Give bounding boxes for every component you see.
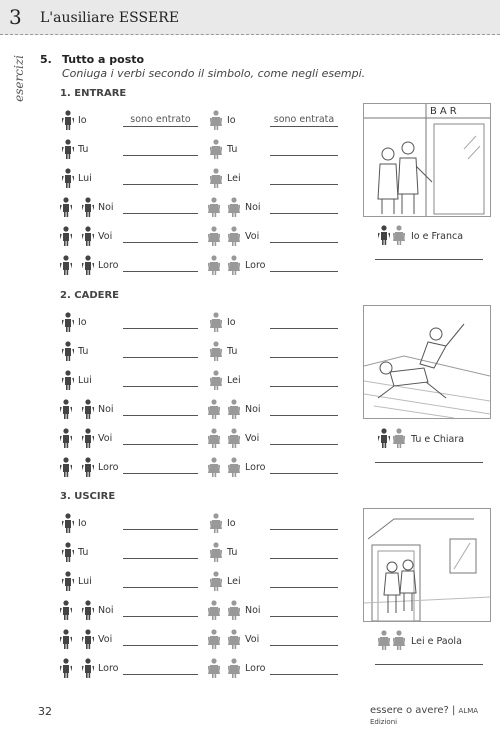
male-figure-icon (60, 629, 72, 649)
answer-line[interactable] (270, 587, 338, 588)
answer-line[interactable] (123, 558, 198, 559)
pronoun-label: Tu (78, 547, 89, 558)
pronoun-label: Noi (245, 605, 261, 616)
bar-entrance-drawing (364, 104, 490, 216)
falling-drawing (364, 306, 490, 418)
male-figure-icon (62, 341, 74, 361)
female-figure-icon (210, 341, 222, 361)
answer-line[interactable] (123, 357, 198, 358)
pronoun-label: Loro (98, 260, 119, 271)
pronoun-label: Loro (245, 462, 266, 473)
pronoun-label: Noi (98, 202, 114, 213)
side-label: esercizi (12, 55, 26, 102)
male-figure-icon (60, 399, 72, 419)
pronoun-label: Voi (245, 433, 260, 444)
answer-line[interactable] (123, 444, 198, 445)
female-figure-icon (208, 255, 220, 275)
female-figure-icon (228, 658, 240, 678)
publisher: ALMA Edizioni (370, 707, 479, 726)
pronoun-label: Io (78, 518, 87, 529)
pronoun-label: Voi (245, 231, 260, 242)
female-figure-icon (228, 399, 240, 419)
pronoun-label: Voi (98, 433, 113, 444)
illustration-bar (363, 103, 491, 217)
pronoun-label: Loro (98, 462, 119, 473)
pronoun-label: Lei (227, 375, 241, 386)
picture-subject: Io e Franca (411, 231, 464, 242)
female-figure-icon (208, 197, 220, 217)
female-figure-icon (208, 399, 220, 419)
female-figure-icon (228, 226, 240, 246)
answer-line[interactable] (123, 184, 198, 185)
male-figure-icon (82, 226, 94, 246)
female-figure-icon (393, 630, 405, 650)
answer-line[interactable] (270, 444, 338, 445)
male-figure-icon (378, 225, 390, 245)
page-footer: essere o avere? | ALMA Edizioni (370, 705, 479, 726)
pronoun-label: Voi (98, 634, 113, 645)
female-figure-icon (378, 630, 390, 650)
section-title: 2. CADERE (60, 290, 119, 301)
answer-line[interactable] (270, 529, 338, 530)
answer-line[interactable] (270, 645, 338, 646)
answer-line[interactable] (123, 155, 198, 156)
pronoun-label: Lei (227, 173, 241, 184)
answer-line[interactable] (270, 616, 338, 617)
male-figure-icon (82, 658, 94, 678)
female-figure-icon (208, 658, 220, 678)
exercise-number: 5. (40, 53, 52, 66)
answer-line[interactable] (270, 213, 338, 214)
pronoun-label: Lui (78, 576, 92, 587)
female-figure-icon (208, 428, 220, 448)
pronoun-label: Noi (98, 605, 114, 616)
pronoun-label: Voi (98, 231, 113, 242)
male-figure-icon (62, 513, 74, 533)
answer-line[interactable] (123, 271, 198, 272)
male-figure-icon (60, 255, 72, 275)
answer-line[interactable] (123, 242, 198, 243)
male-figure-icon (62, 110, 74, 130)
answer-line[interactable] (270, 357, 338, 358)
male-figure-icon (378, 428, 390, 448)
chapter-title: L'ausiliare ESSERE (40, 10, 180, 26)
male-figure-icon (62, 571, 74, 591)
male-figure-icon (62, 370, 74, 390)
answer-line[interactable] (270, 126, 338, 127)
male-figure-icon (82, 600, 94, 620)
answer-line[interactable] (123, 645, 198, 646)
answer-line[interactable] (270, 674, 338, 675)
book-title: essere o avere? (370, 705, 449, 716)
bar-sign: BAR (430, 106, 460, 117)
pronoun-label: Noi (98, 404, 114, 415)
female-figure-icon (208, 629, 220, 649)
answer-line[interactable] (123, 587, 198, 588)
answer-line[interactable] (123, 674, 198, 675)
example-answer-female: sono entrata (273, 114, 335, 125)
answer-line[interactable] (270, 184, 338, 185)
male-figure-icon (60, 197, 72, 217)
answer-line[interactable] (375, 259, 483, 260)
page-header (0, 0, 500, 35)
pronoun-label: Io (227, 317, 236, 328)
answer-line[interactable] (270, 328, 338, 329)
answer-line[interactable] (123, 386, 198, 387)
male-figure-icon (62, 139, 74, 159)
answer-line[interactable] (270, 386, 338, 387)
male-figure-icon (60, 226, 72, 246)
exercise-instruction: Coniuga i verbi secondo il simbolo, come negli esempi. (62, 67, 366, 80)
female-figure-icon (228, 428, 240, 448)
pronoun-label: Loro (98, 663, 119, 674)
male-figure-icon (82, 629, 94, 649)
answer-line[interactable] (270, 415, 338, 416)
illustration-falling (363, 305, 491, 419)
answer-line[interactable] (123, 415, 198, 416)
chapter-number: 3 (9, 5, 22, 29)
picture-subject: Lei e Paola (411, 636, 462, 647)
female-figure-icon (208, 457, 220, 477)
female-figure-icon (208, 600, 220, 620)
answer-line[interactable] (123, 126, 198, 127)
male-figure-icon (82, 255, 94, 275)
section-title: 1. ENTRARE (60, 88, 127, 99)
male-figure-icon (62, 168, 74, 188)
female-figure-icon (393, 225, 405, 245)
female-figure-icon (210, 168, 222, 188)
male-figure-icon (60, 600, 72, 620)
male-figure-icon (60, 457, 72, 477)
female-figure-icon (210, 110, 222, 130)
page-number: 32 (38, 705, 52, 718)
answer-line[interactable] (270, 473, 338, 474)
female-figure-icon (228, 255, 240, 275)
pronoun-label: Io (227, 115, 236, 126)
female-figure-icon (228, 197, 240, 217)
section-title: 3. USCIRE (60, 491, 116, 502)
illustration-exit (363, 508, 491, 622)
answer-line[interactable] (270, 558, 338, 559)
pronoun-label: Io (78, 317, 87, 328)
male-figure-icon (60, 658, 72, 678)
answer-line[interactable] (123, 213, 198, 214)
answer-line[interactable] (123, 328, 198, 329)
pronoun-label: Tu (78, 144, 89, 155)
male-figure-icon (62, 542, 74, 562)
example-answer-male: sono entrato (130, 114, 191, 125)
male-figure-icon (60, 428, 72, 448)
pronoun-label: Io (227, 518, 236, 529)
pronoun-label: Tu (227, 346, 238, 357)
pronoun-label: Tu (227, 547, 238, 558)
pronoun-label: Lei (227, 576, 241, 587)
answer-line[interactable] (270, 271, 338, 272)
female-figure-icon (210, 513, 222, 533)
answer-line[interactable] (270, 242, 338, 243)
female-figure-icon (228, 600, 240, 620)
female-figure-icon (210, 370, 222, 390)
answer-line[interactable] (123, 529, 198, 530)
answer-line[interactable] (375, 664, 483, 665)
pronoun-label: Lui (78, 173, 92, 184)
female-figure-icon (210, 139, 222, 159)
female-figure-icon (208, 226, 220, 246)
male-figure-icon (62, 312, 74, 332)
pronoun-label: Tu (78, 346, 89, 357)
answer-line[interactable] (270, 155, 338, 156)
exercise-title: Tutto a posto (62, 53, 145, 66)
male-figure-icon (82, 428, 94, 448)
pronoun-label: Voi (245, 634, 260, 645)
female-figure-icon (210, 571, 222, 591)
female-figure-icon (210, 312, 222, 332)
answer-line[interactable] (123, 473, 198, 474)
female-figure-icon (228, 457, 240, 477)
picture-subject: Tu e Chiara (411, 434, 465, 445)
female-figure-icon (210, 542, 222, 562)
male-figure-icon (82, 399, 94, 419)
pronoun-label: Loro (245, 663, 266, 674)
pronoun-label: Lui (78, 375, 92, 386)
female-figure-icon (228, 629, 240, 649)
pronoun-label: Noi (245, 202, 261, 213)
female-figure-icon (393, 428, 405, 448)
answer-line[interactable] (123, 616, 198, 617)
pronoun-label: Noi (245, 404, 261, 415)
pronoun-label: Loro (245, 260, 266, 271)
exit-drawing (364, 509, 490, 621)
male-figure-icon (82, 457, 94, 477)
answer-line[interactable] (375, 462, 483, 463)
pronoun-label: Io (78, 115, 87, 126)
male-figure-icon (82, 197, 94, 217)
pronoun-label: Tu (227, 144, 238, 155)
